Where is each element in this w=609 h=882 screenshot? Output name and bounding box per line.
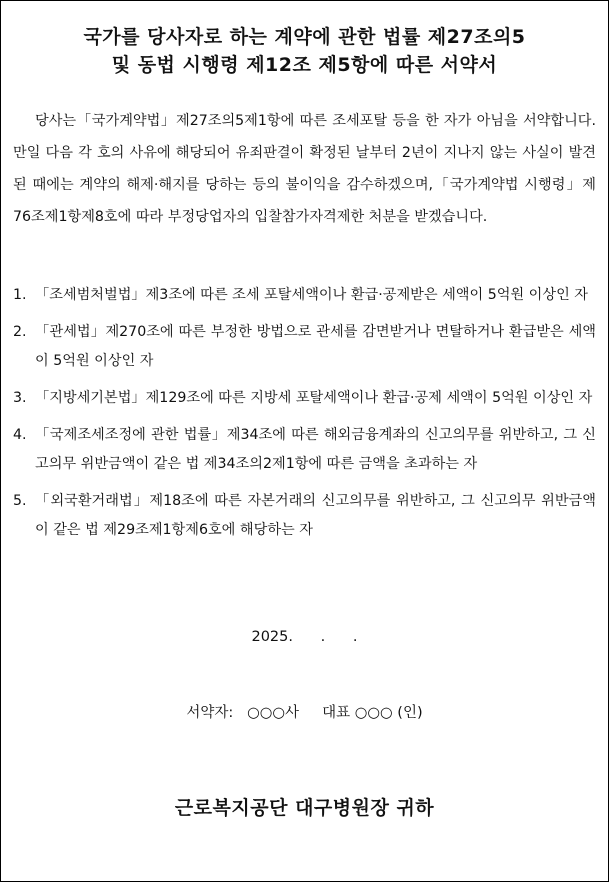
item-number: 1. — [13, 287, 27, 303]
list-item — [13, 384, 596, 413]
title-line-1: 국가를 당사자로 하는 계약에 관한 법률 제27조의5 — [83, 26, 526, 48]
item-text: 「외국환거래법」제18조에 따른 자본거래의 신고의무를 위반하고, 그 신고의무 위반금액이 같은 법 제29조제1항제6호에 해당하는 자 — [35, 493, 596, 538]
item-number: 4. — [13, 427, 27, 443]
item-text: 「조세범처벌법」제3조에 따른 조세 포탈세액이나 환급·공제받은 세액이 5억원 이상인 자 — [35, 287, 588, 303]
signer-line: 서약자: ○○○사 대표 ○○○ (인) — [186, 705, 423, 721]
item-number: 3. — [13, 390, 27, 406]
item-text: 「지방세기본법」제129조에 따른 지방세 포탈세액이나 환급·공제 세액이 5억원 이상인 자 — [35, 390, 593, 406]
item-text: 「국제조세조정에 관한 법률」제34조에 따른 해외금융계좌의 신고의무를 위반하고, 그 신고의무 위반금액이 같은 법 제34조의2제1항에 따른 금액을 초과하는 자 — [35, 427, 596, 472]
list-item — [13, 281, 596, 310]
date-line: 2025. . . — [251, 629, 358, 645]
item-text: 「관세법」제270조에 따른 부정한 방법으로 관세를 감면받거나 면탈하거나 환급받은 세액이 5억원 이상인 자 — [35, 324, 596, 369]
list-item — [13, 421, 596, 479]
list-item — [13, 487, 596, 545]
intro-paragraph: 당사는「국가계약법」제27조의5제1항에 따른 조세포탈 등을 한 자가 아님을 서약합니다. 만일 다음 각 호의 사유에 해당되어 유죄판결이 확정된 날부터 2년이 지나지 않는 사실이 발견된 때에는 계약의 해제·해지를 당하는 등의 불이익을 감수하겠으며,「국가계약법 시행령」제76조제1항제8호에 따라 부정당업자의 입찰참가자격제한 처분을 받겠습니다. — [13, 113, 596, 225]
list-item — [13, 318, 596, 376]
recipient-line: 근로복지공단 대구병원장 귀하 — [174, 797, 435, 819]
condition-list — [13, 281, 596, 553]
item-number: 5. — [13, 493, 27, 509]
document-title — [1, 23, 608, 79]
title-line-2: 및 동법 시행령 제12조 제5항에 따른 서약서 — [111, 54, 498, 76]
item-number: 2. — [13, 324, 27, 340]
